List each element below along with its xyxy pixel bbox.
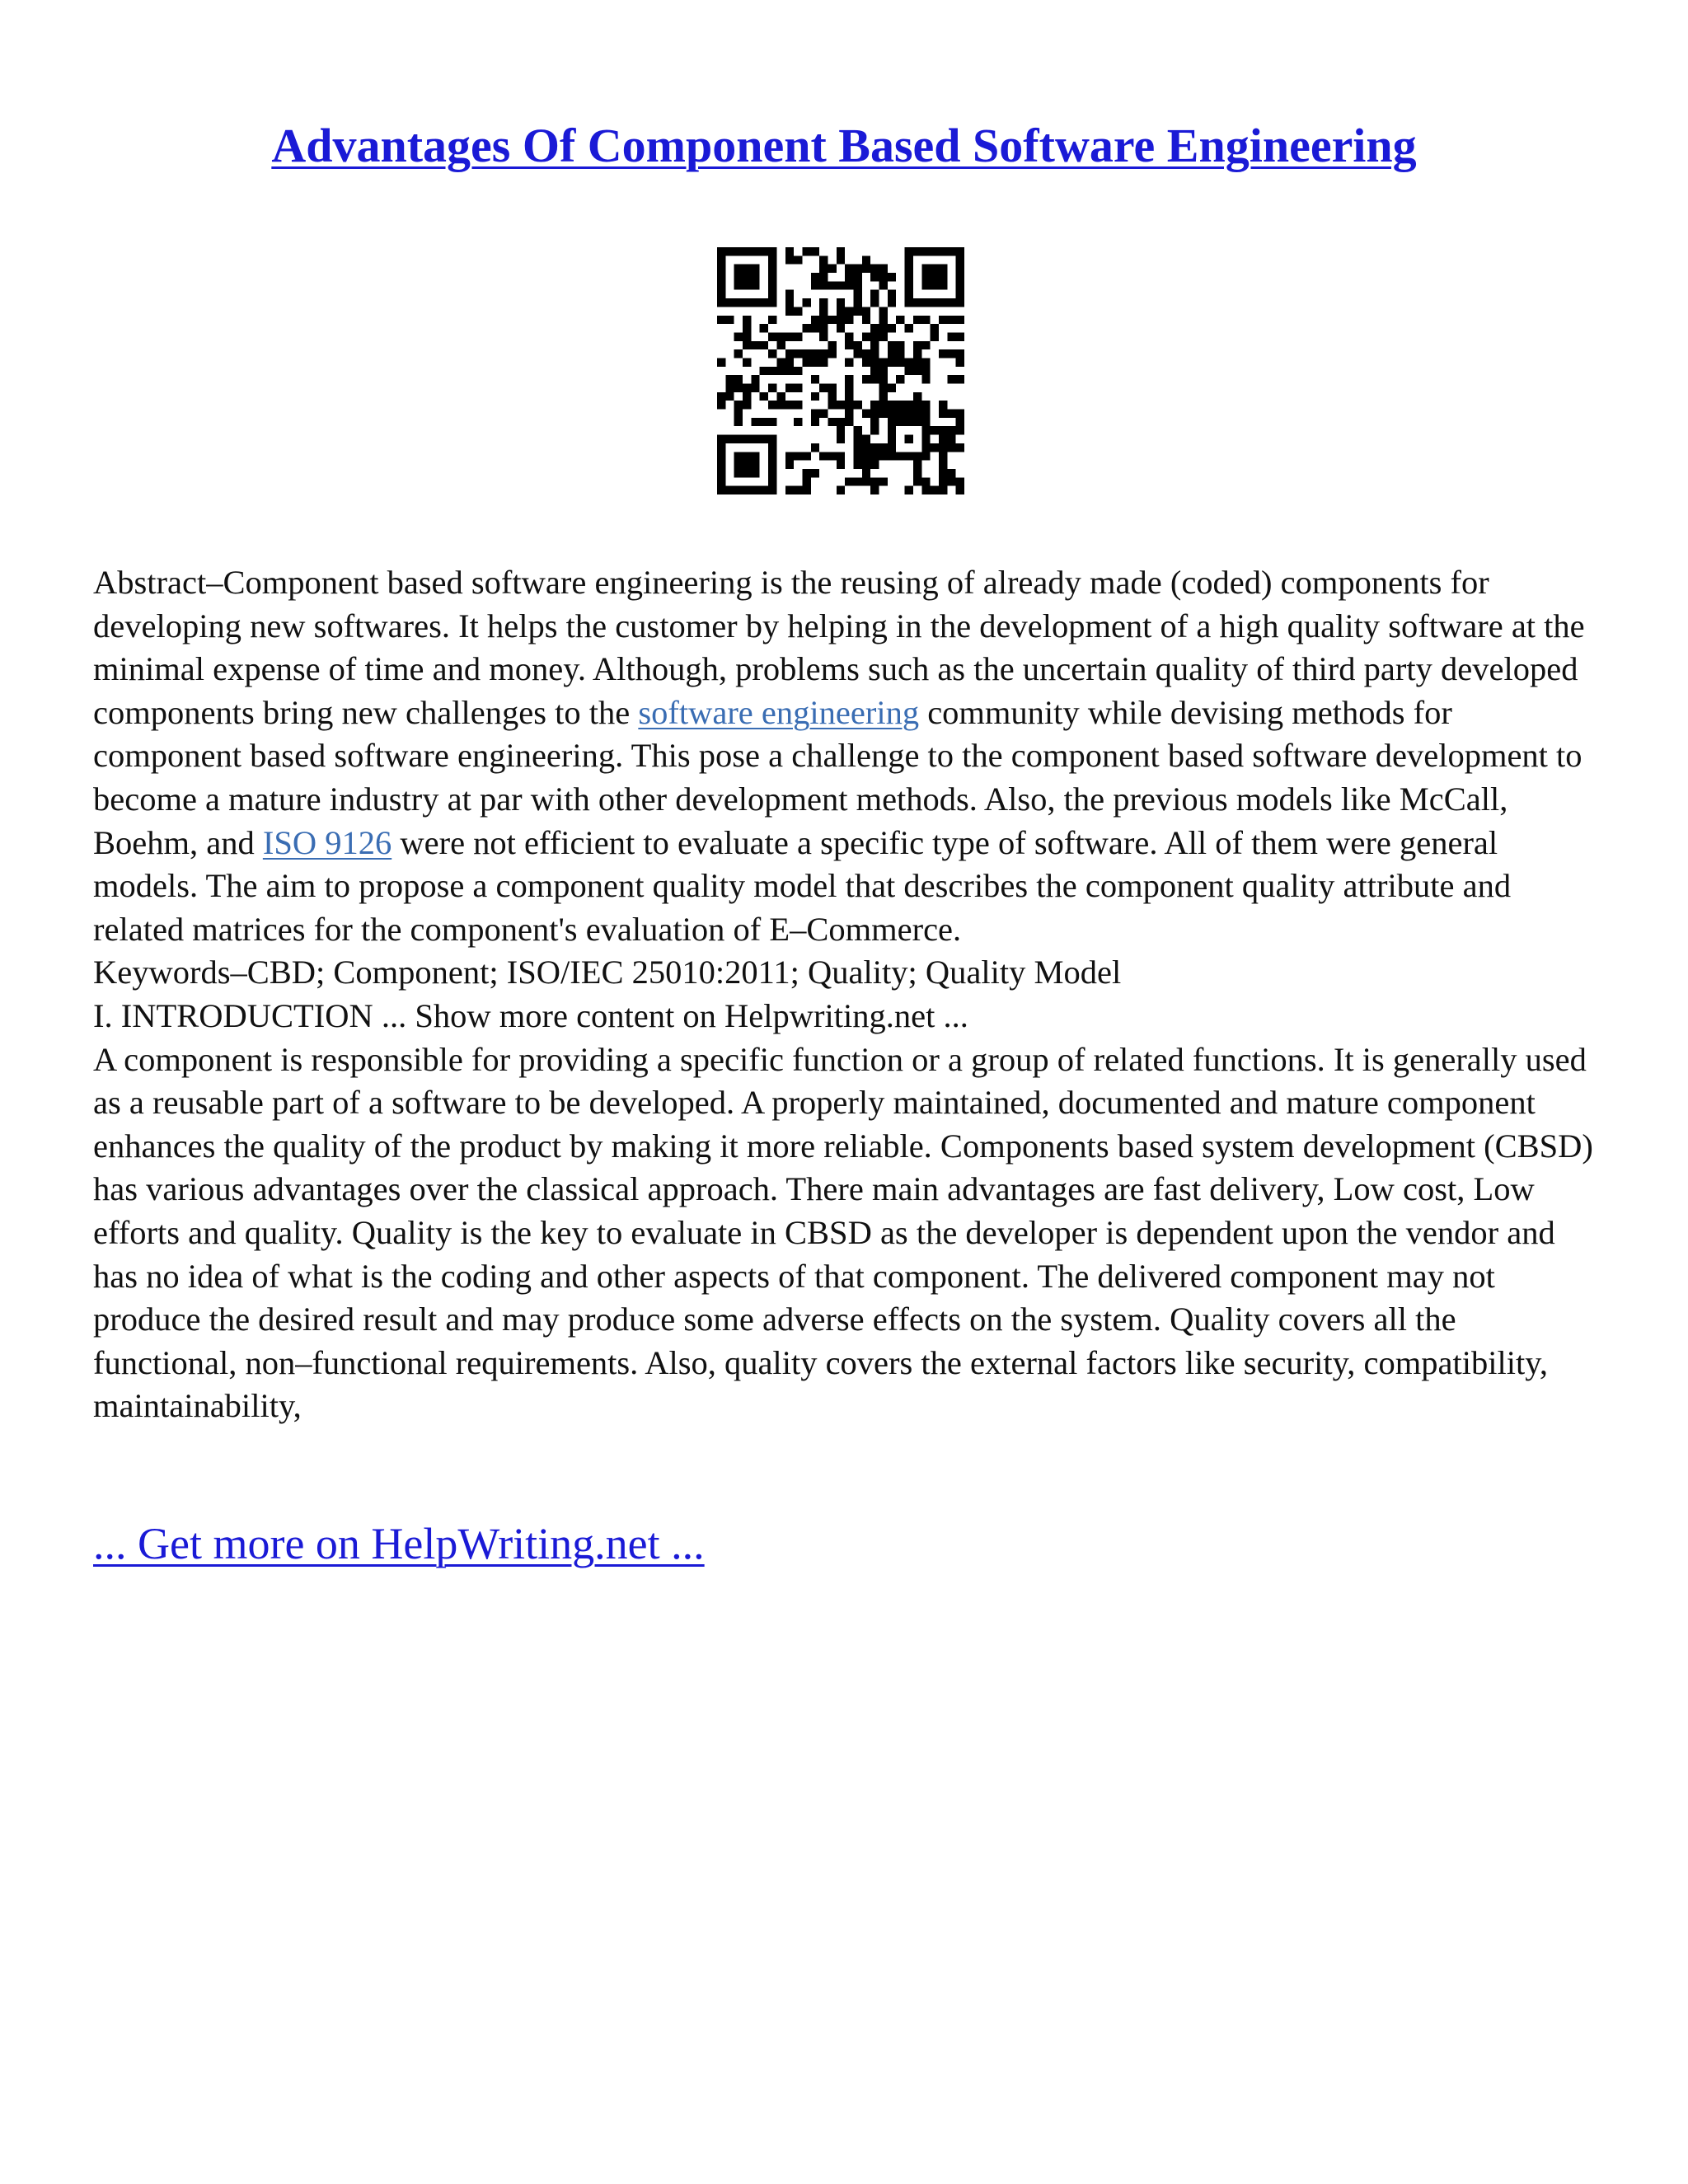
abstract-paragraph [93, 561, 1595, 951]
introduction-paragraph: A component is responsible for providing a specific function or a group of related functions. It is generally used as a reusable part of a software to be developed. A properly maintained, documented and mature component enhances the quality of the product by making it more reliable. Components based system development (CBSD) has various advantages over the classical approach. There main advantages are fast delivery, Low cost, Low efforts and quality. Quality is the key to evaluate in CBSD as the developer is dependent upon the vendor and has no idea of what is the coding and other aspects of that component. The delivered component may not produce the desired result and may produce some adverse effects on the system. Quality covers all the functional, non–functional requirements. Also, quality covers the external factors like security, compatibility, maintainability, [93, 1040, 1593, 1425]
get-more-link[interactable]: ... Get more on HelpWriting.net ... [93, 1519, 705, 1568]
software-engineering-link[interactable]: software engineering [638, 693, 920, 731]
abstract-text-1: Abstract–Component based software engineering is the reusing of already made (coded) components for developing new softwares. It helps the customer by helping in the development of a high quality software at the minimal expense of time and money. Although, problems such as the uncertain quality of third party developed components bring new challenges to the [93, 564, 1585, 731]
article-body [93, 561, 1595, 1428]
title-link[interactable]: Advantages Of Component Based Software Engineering [271, 119, 1417, 172]
get-more-link-wrapper [93, 1515, 705, 1572]
page-title [0, 114, 1688, 178]
abstract-text-3: were not efficient to evaluate a specific type of software. All of them were general models. The aim to propose a component quality model that describes the component quality attribute and related matrices for the component's evaluation of E–Commerce. [93, 823, 1512, 948]
keywords-line: Keywords–CBD; Component; ISO/IEC 25010:2011; Quality; Quality Model [93, 954, 1122, 991]
introduction-heading: I. INTRODUCTION ... Show more content on Helpwriting.net ... [93, 996, 968, 1034]
abstract-text-2: community while devising methods for component based software engineering. This pose a challenge to the component based software development to become a mature industry at par with other development methods. Also, the previous models like McCall, Boehm, and [93, 693, 1582, 861]
iso-9126-link[interactable]: ISO 9126 [262, 823, 392, 861]
qr-code-icon [717, 247, 964, 494]
